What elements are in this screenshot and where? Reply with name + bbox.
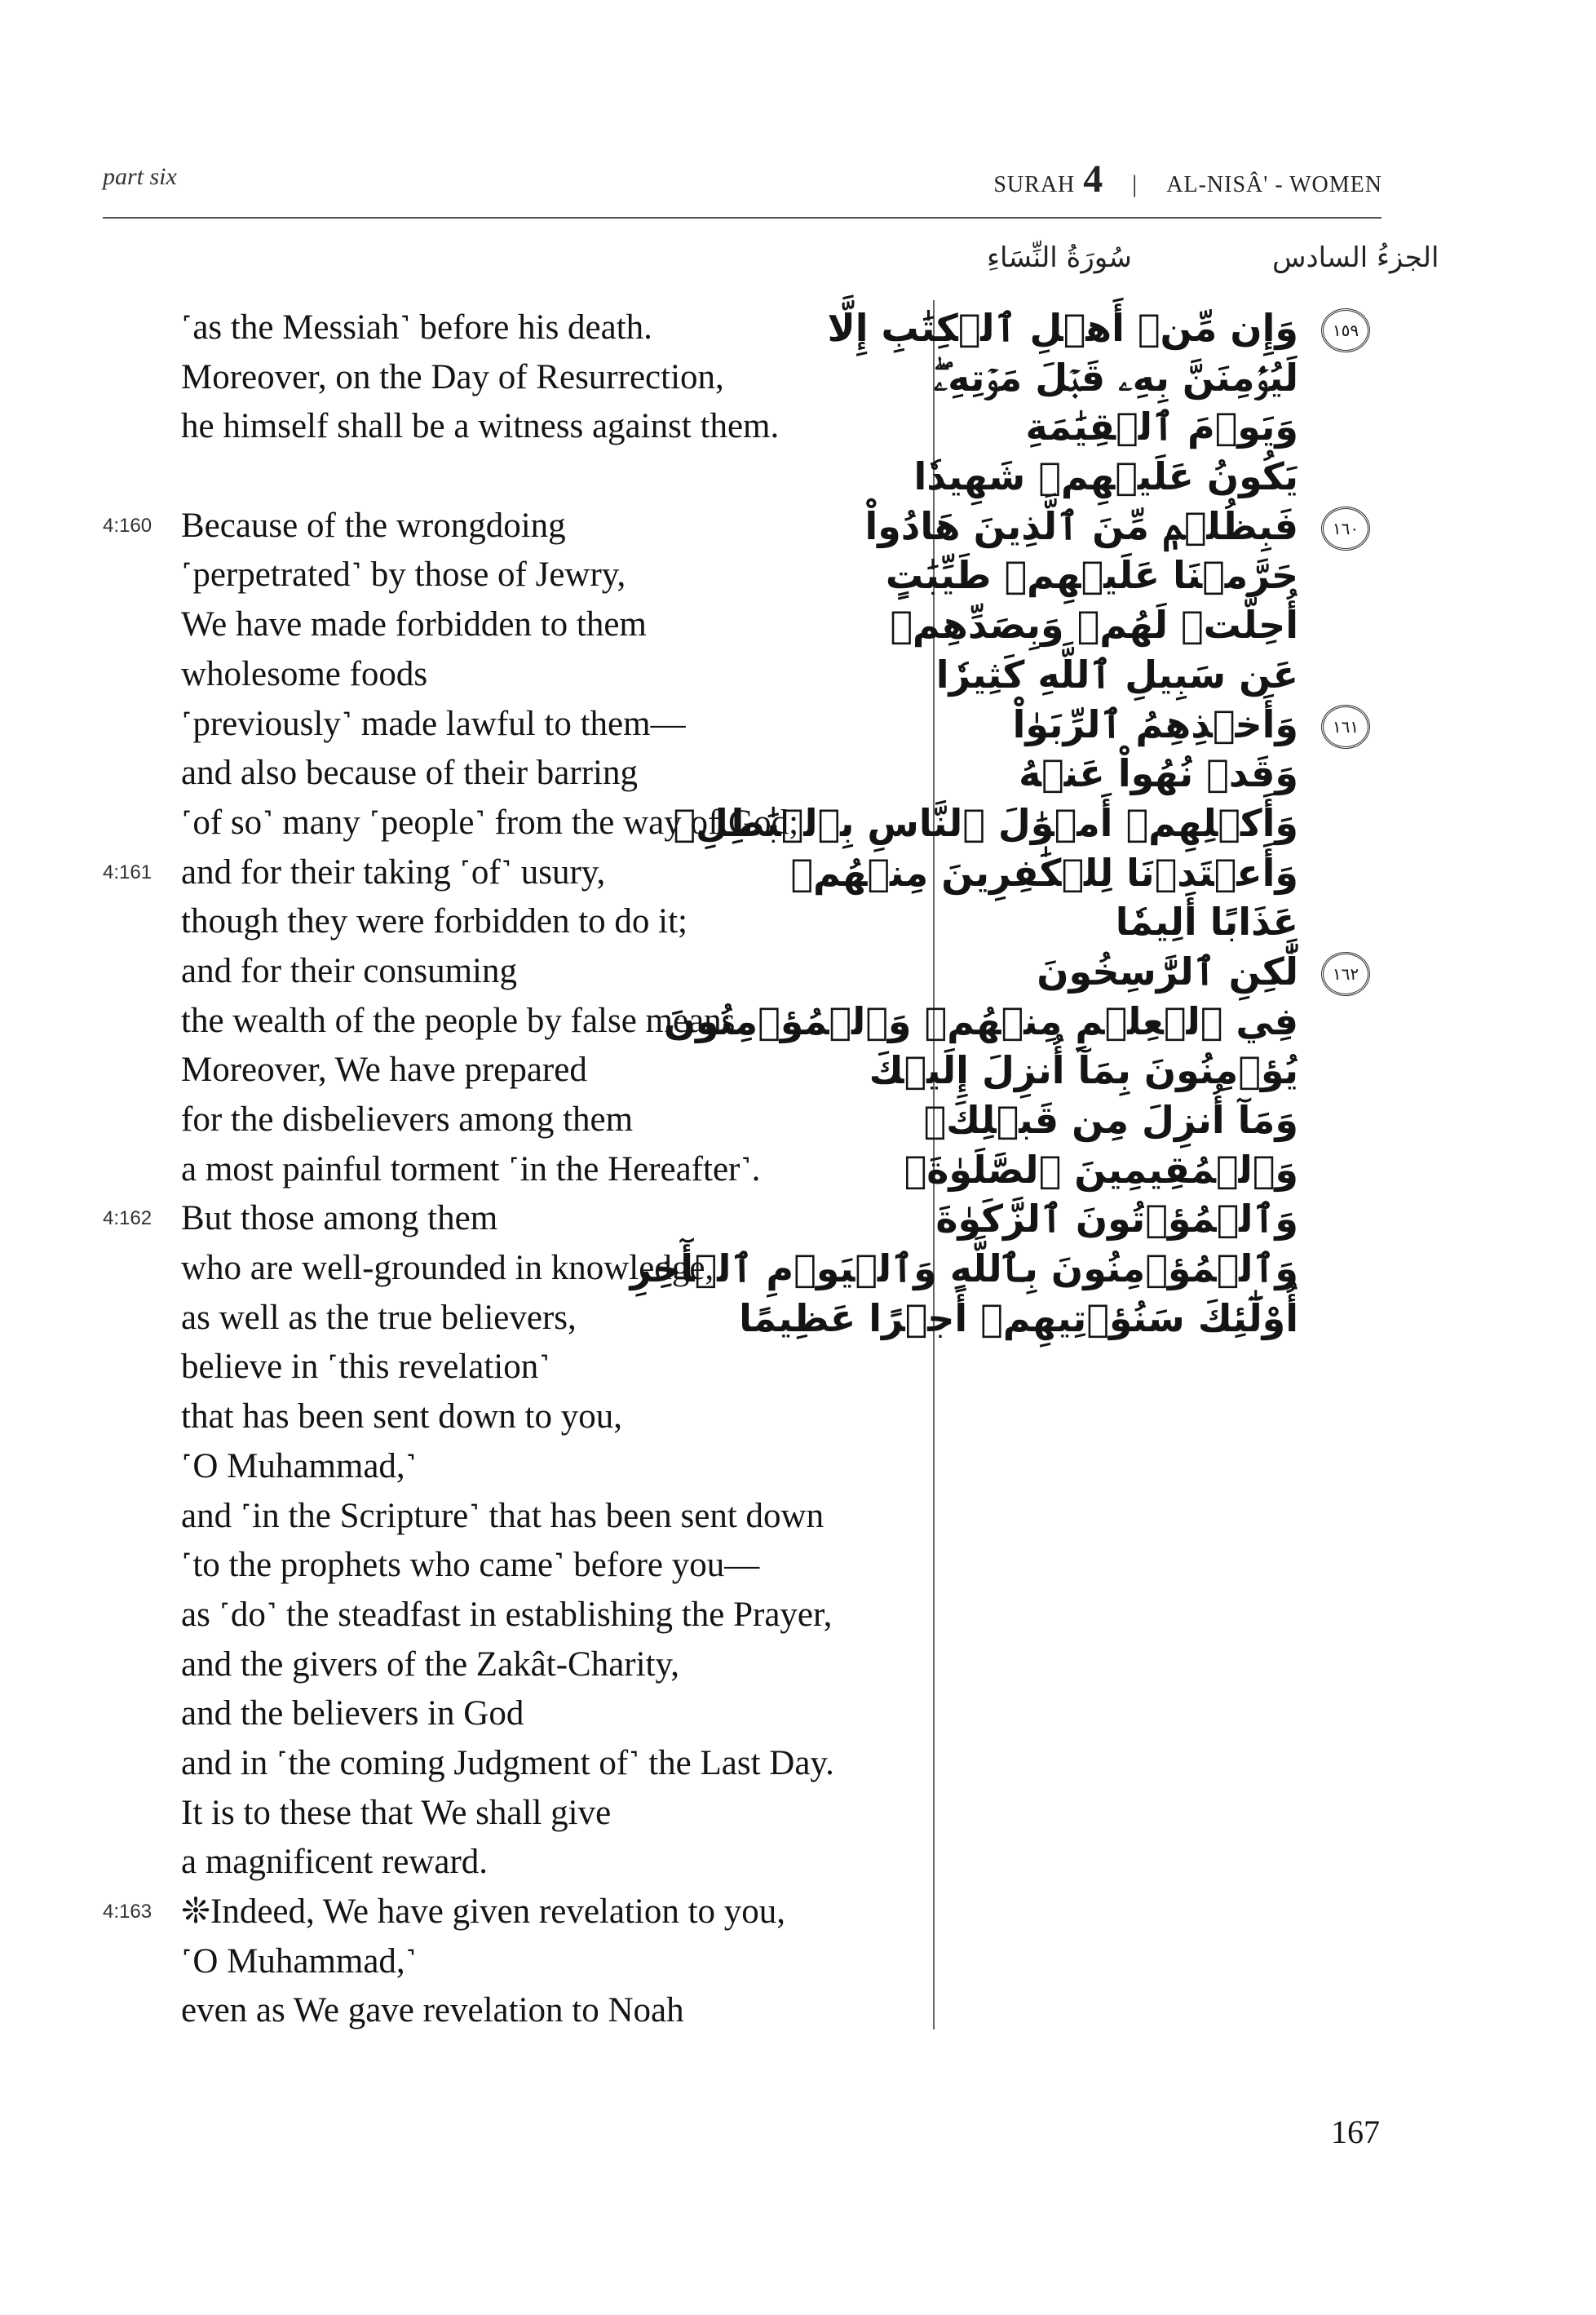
surah-name: AL-NISÂ' - WOMEN — [1166, 172, 1382, 197]
translation-line — [103, 1689, 918, 1739]
arabic-verse-text: وَأَخۡذِهِمُ ٱلرِّبَوٰاْ — [1012, 702, 1298, 746]
arabic-line — [739, 1294, 1370, 1343]
arabic-line — [923, 1096, 1370, 1145]
translation-text: Moreover, We have prepared — [181, 1051, 587, 1090]
translation-text: wholesome foods — [181, 654, 428, 693]
ayah-number-medallion: ١٦٢ — [1321, 952, 1370, 996]
translation-line — [103, 1392, 918, 1442]
part-label: part six — [103, 163, 177, 190]
translation-text: as well as the true believers, — [181, 1298, 577, 1337]
translation-line — [103, 650, 918, 700]
arabic-line — [946, 897, 1370, 947]
translation-text: and for their taking ˹of˺ usury, — [181, 852, 606, 892]
arabic-surah-title: سُورَةُ النِّسَاءِ — [987, 241, 1132, 274]
header-separator: | — [1132, 170, 1138, 197]
translation-text: ˹previously˺ made lawful to them— — [181, 704, 686, 743]
arabic-line — [864, 502, 1370, 551]
arabic-line — [827, 303, 1370, 353]
translation-line — [103, 1739, 918, 1789]
arabic-verse-text: عَذَابًا أَلِيمٗا — [1115, 900, 1298, 945]
arabic-line — [869, 1046, 1370, 1096]
translation-line — [103, 502, 918, 551]
translation-line — [103, 1096, 918, 1145]
ayah-number-medallion: ١٦١ — [1321, 705, 1370, 749]
arabic-line — [946, 749, 1370, 799]
translation-text: ˹perpetrated˺ by those of Jewry, — [181, 556, 626, 595]
translation-text: believe in ˹this revelation˺ — [181, 1348, 550, 1387]
arabic-verse-text: وَٱلۡمُؤۡمِنُونَ بِٱللَّهِ وَٱلۡيَوۡمِ ٱلۡأٓخِرِ — [630, 1246, 1298, 1291]
translation-line — [103, 1838, 918, 1888]
arabic-line — [885, 551, 1370, 600]
translation-text: We have made forbidden to them — [181, 605, 647, 644]
ayah-number-medallion: ١٦٠ — [1321, 507, 1370, 551]
translation-line — [103, 1145, 918, 1195]
translation-text: It is to these that We shall give — [181, 1793, 612, 1832]
translation-line — [103, 402, 918, 452]
arabic-verse-text: وَٱلۡمُؤۡتُونَ ٱلزَّكَوٰةَ — [935, 1197, 1298, 1242]
translation-line — [103, 1937, 918, 1987]
page-number: 167 — [1331, 2114, 1380, 2150]
translation-line — [103, 1492, 918, 1542]
translation-line — [103, 1640, 918, 1690]
translation-line — [103, 1194, 918, 1244]
arabic-verse-text: لَّٰكِنِ ٱلرَّٰسِخُونَ — [1037, 949, 1298, 994]
translation-line — [103, 452, 918, 502]
arabic-line — [935, 1194, 1370, 1244]
arabic-verse-text: وَٱلۡمُقِيمِينَ ٱلصَّلَوٰةَۚ — [904, 1147, 1298, 1192]
translation-text: and for their consuming — [181, 951, 517, 990]
translation-text: who are well-grounded in knowledge, — [181, 1249, 714, 1288]
translation-line — [103, 749, 918, 799]
translation-text: and ˹in the Scripture˺ that has been sent down — [181, 1496, 825, 1535]
arabic-verse-text: أُوْلَٰٓئِكَ سَنُؤۡتِيهِمۡ أَجۡرًا عَظِيمًا — [739, 1295, 1298, 1340]
verse-number: 4:163 — [103, 1901, 153, 1923]
arabic-verse-text: عَن سَبِيلِ ٱللَّهِ كَثِيرٗا — [935, 652, 1298, 697]
verse-number: 4:160 — [103, 514, 153, 537]
arabic-line — [904, 1145, 1370, 1195]
arabic-verse-text: وَأَكۡلِهِمۡ أَمۡوَٰلَ ٱلنَّاسِ بِٱلۡبَٰطِلِۚ — [673, 800, 1298, 845]
translation-line — [103, 303, 918, 353]
translation-text: ˹as the Messiah˺ before his death. — [181, 308, 652, 347]
arabic-line — [933, 353, 1370, 403]
translation-text: Because of the wrongdoing — [181, 506, 566, 545]
arabic-verse-text: وَيَوۡمَ ٱلۡقِيَٰمَةِ — [1025, 405, 1298, 449]
translation-text: for the disbelievers among them — [181, 1100, 634, 1139]
arabic-verse-text: وَقَدۡ نُهُواْ عَنۡهُ — [1019, 751, 1298, 796]
translation-text: Moreover, on the Day of Resurrection, — [181, 357, 724, 396]
translation-text: and also because of their barring — [181, 754, 638, 793]
translation-line — [103, 1343, 918, 1392]
translation-text: that has been sent down to you, — [181, 1397, 622, 1436]
arabic-line — [890, 600, 1370, 650]
translation-text: and in ˹the coming Judgment of˺ the Last Day. — [181, 1743, 834, 1782]
translation-line — [103, 1986, 918, 2036]
surah-number: 4 — [1083, 157, 1103, 201]
translation-line — [103, 1046, 918, 1096]
arabic-verse-text: وَمَآ أُنزِلَ مِن قَبۡلِكَۚ — [923, 1098, 1298, 1142]
arabic-line — [946, 700, 1370, 750]
translation-text: ˹O Muhammad,˺ — [181, 1941, 417, 1981]
surah-header — [993, 157, 1382, 201]
translation-text: ˹of so˺ many ˹people˺ from the way of God; — [181, 803, 799, 842]
arabic-verse-text: فِي ٱلۡعِلۡمِ مِنۡهُمۡ وَٱلۡمُؤۡمِنُونَ — [663, 998, 1298, 1043]
translation-line — [103, 1442, 918, 1492]
arabic-line — [663, 997, 1370, 1047]
translation-line — [103, 551, 918, 600]
arabic-line — [790, 848, 1370, 898]
arabic-verse-text: وَأَعۡتَدۡنَا لِلۡكَٰفِرِينَ مِنۡهُمۡ — [790, 850, 1298, 895]
arabic-verse-text: أُحِلَّتۡ لَهُمۡ وَبِصَدِّهِمۡ — [890, 603, 1298, 648]
translation-line — [103, 700, 918, 750]
arabic-line — [946, 402, 1370, 452]
arabic-verse-text: يَكُونُ عَلَيۡهِمۡ شَهِيدٗا — [913, 454, 1298, 499]
verse-number: 4:162 — [103, 1207, 153, 1230]
arabic-line — [673, 799, 1370, 848]
translation-text: a most painful torment ˹in the Hereafter˺. — [181, 1149, 761, 1188]
arabic-line — [913, 452, 1370, 502]
translation-line — [103, 1888, 918, 1937]
translation-text: ❊Indeed, We have given revelation to you, — [181, 1892, 786, 1931]
translation-line — [103, 353, 918, 403]
translation-text: ˹O Muhammad,˺ — [181, 1446, 417, 1485]
translation-line — [103, 1591, 918, 1640]
arabic-text — [630, 303, 1370, 1343]
ayah-number-medallion: ١٥٩ — [1321, 308, 1370, 352]
header-rule — [103, 217, 1382, 219]
translation-text: even as We gave revelation to Noah — [181, 1991, 684, 2030]
verse-number: 4:161 — [103, 861, 153, 883]
translation-line — [103, 897, 918, 947]
arabic-line — [946, 947, 1370, 997]
translation-text: though they were forbidden to do it; — [181, 902, 687, 941]
arabic-verse-text: فَبِظُلۡمٖ مِّنَ ٱلَّذِينَ هَادُواْ — [864, 503, 1298, 548]
translation-line — [103, 600, 918, 650]
translation-text: and the believers in God — [181, 1694, 524, 1733]
arabic-part-title: الجزءُ السادس — [1272, 241, 1439, 274]
english-translation — [103, 303, 918, 2036]
arabic-verse-text: وَإِن مِّنۡ أَهۡلِ ٱلۡكِتَٰبِ إِلَّا — [827, 306, 1298, 350]
translation-line — [103, 947, 918, 997]
arabic-line — [630, 1244, 1370, 1294]
translation-text: and the givers of the Zakât-Charity, — [181, 1644, 679, 1684]
translation-text: as ˹do˺ the steadfast in establishing the Prayer, — [181, 1595, 833, 1634]
arabic-verse-text: لَيُؤۡمِنَنَّ بِهِۦ قَبۡلَ مَوۡتِهِۦۖ — [933, 355, 1298, 400]
translation-text: But those among them — [181, 1199, 498, 1238]
translation-text: the wealth of the people by false means. — [181, 1001, 745, 1040]
arabic-line — [935, 650, 1370, 700]
translation-text: a magnificent reward. — [181, 1843, 489, 1882]
translation-line — [103, 1541, 918, 1591]
translation-line — [103, 1789, 918, 1839]
translation-text: he himself shall be a witness against them. — [181, 407, 780, 446]
arabic-verse-text: يُؤۡمِنُونَ بِمَآ أُنزِلَ إِلَيۡكَ — [869, 1048, 1298, 1093]
arabic-verse-text: حَرَّمۡنَا عَلَيۡهِمۡ طَيِّبَٰتٍ — [885, 553, 1298, 598]
translation-text: ˹to the prophets who came˺ before you— — [181, 1546, 760, 1585]
surah-label: SURAH — [993, 172, 1076, 197]
